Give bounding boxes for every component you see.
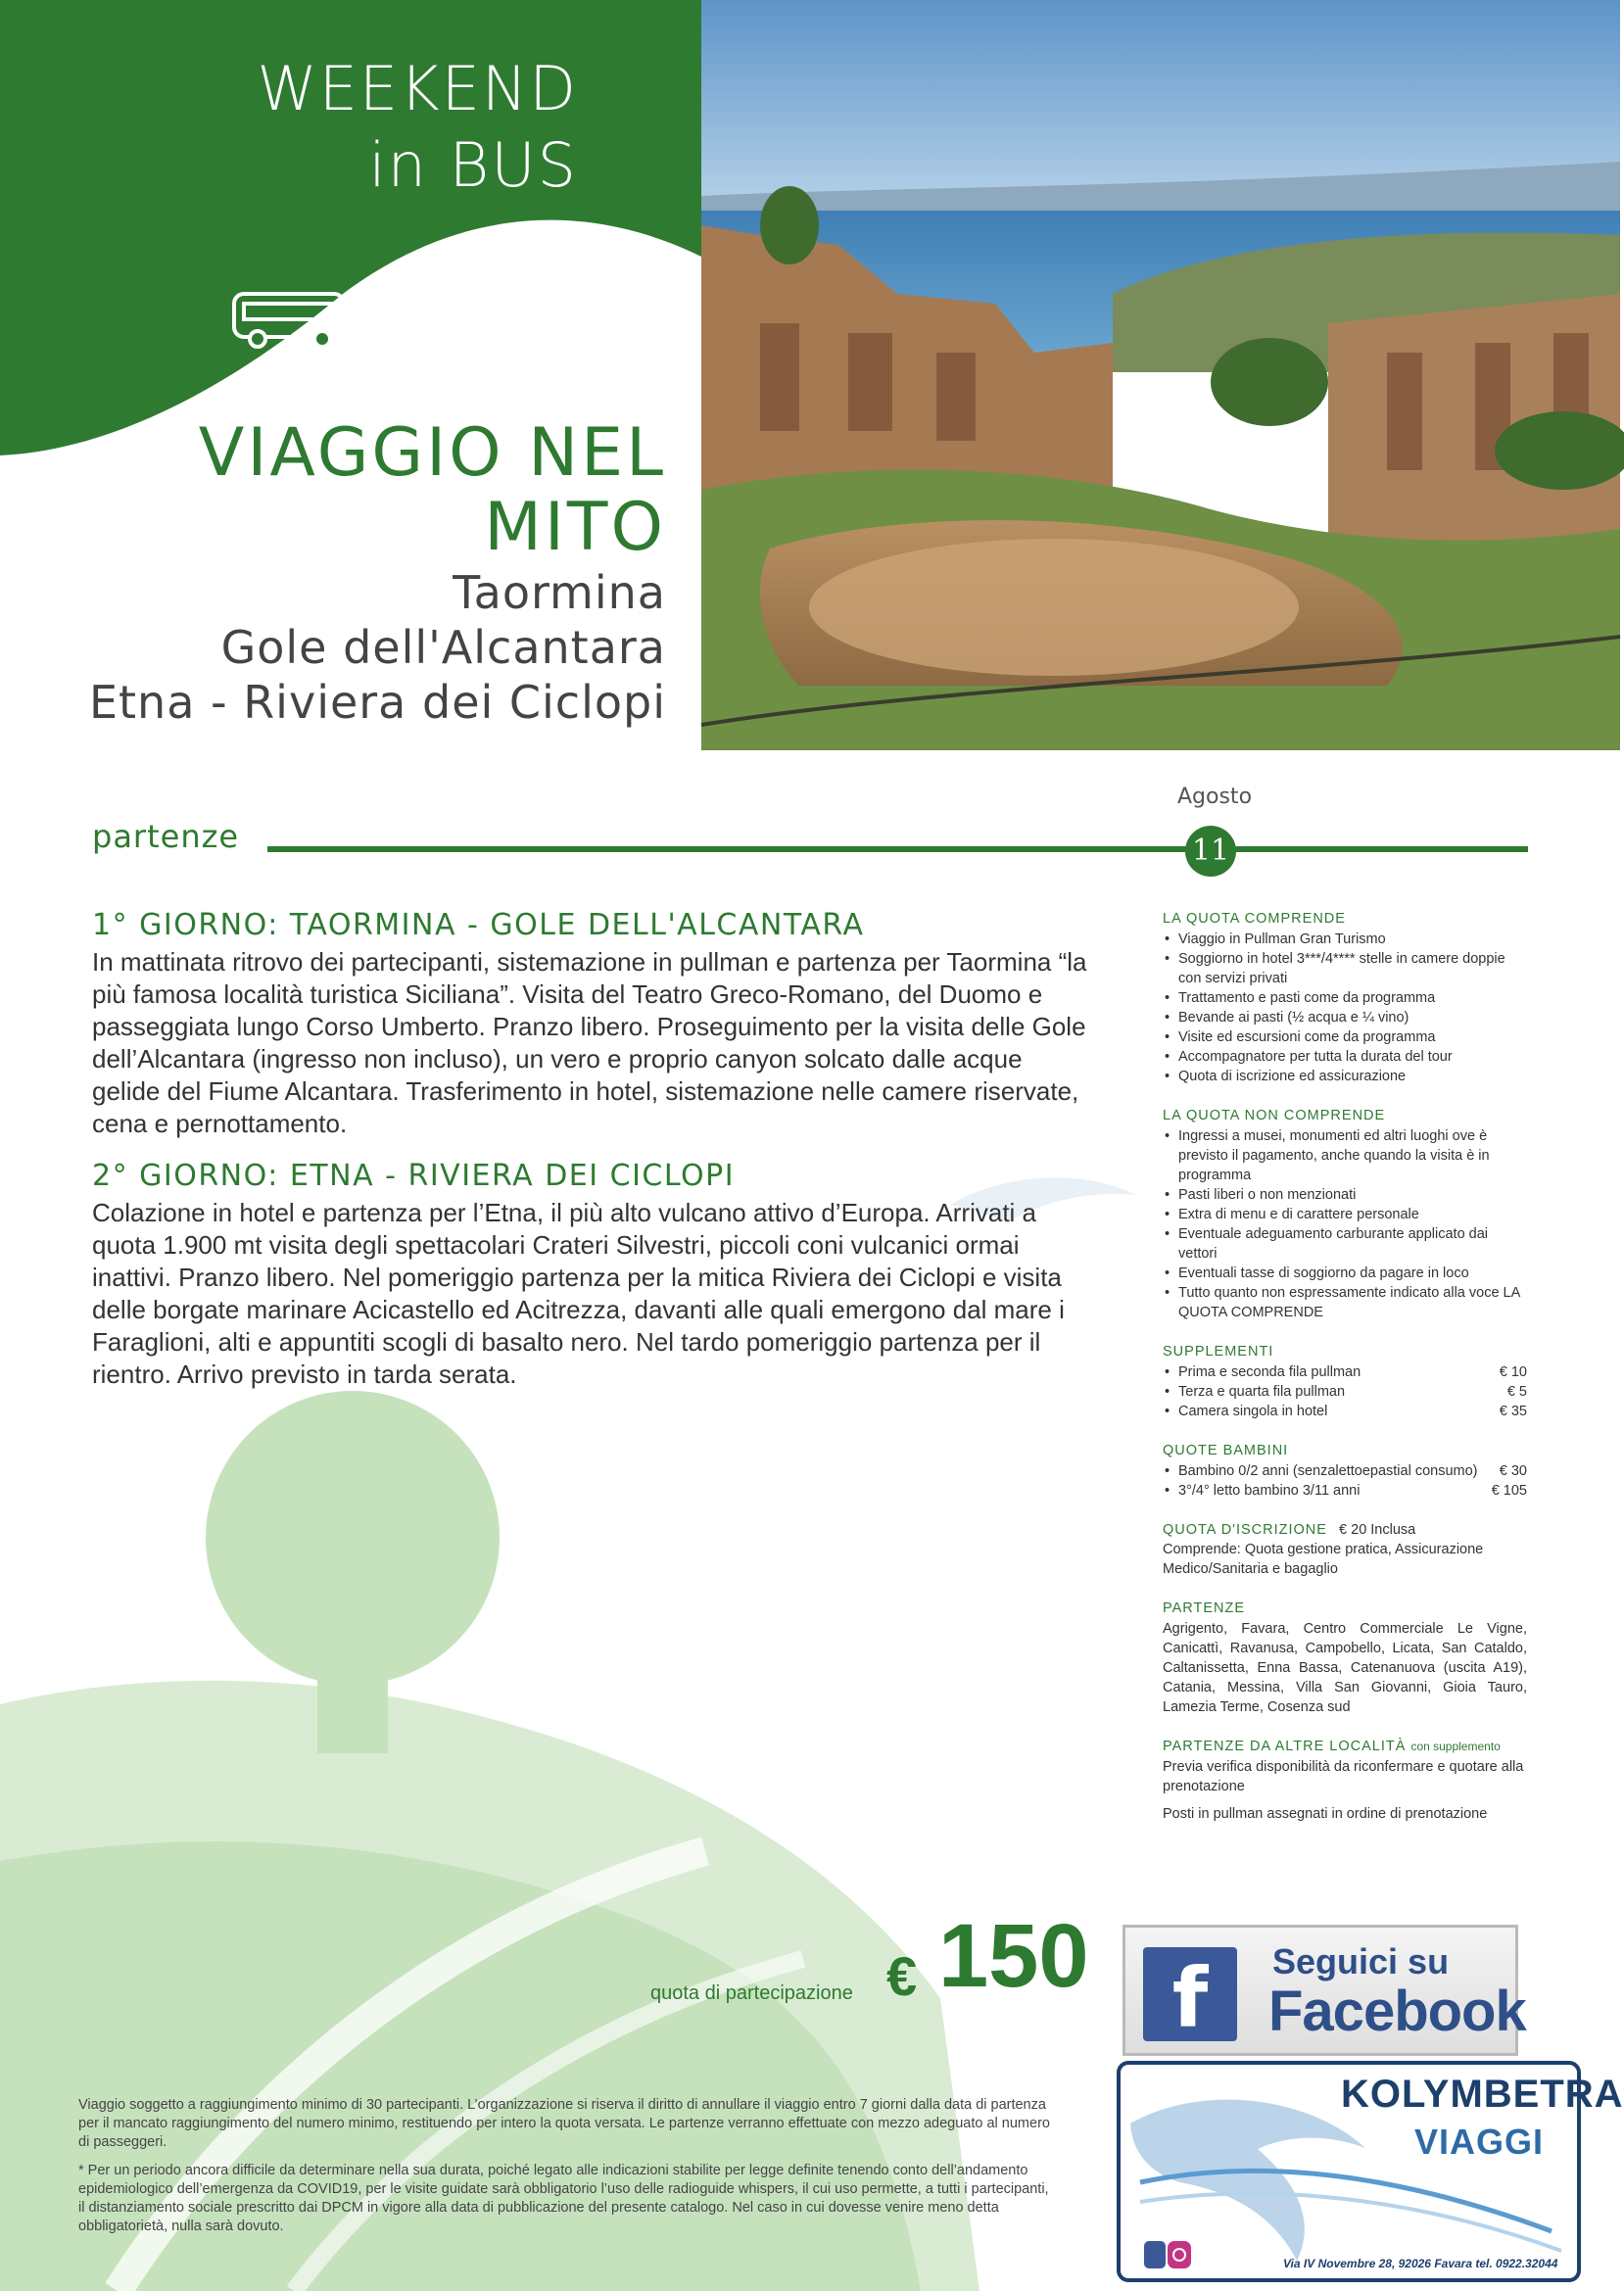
list-item: • Visite ed escursioni come da programma <box>1163 1027 1527 1047</box>
facebook-line1: Seguici su <box>1272 1941 1450 1981</box>
comprende-list <box>1163 930 1527 1086</box>
bambini-list <box>1163 1461 1527 1501</box>
note-minimum: Viaggio soggetto a raggiungimento minimo di 30 partecipanti. L’organizzazione si riserva il diritto di annullare il viaggio entro 7 giorni dalla data di partenza per il mancato raggiungimento del numero minimo, restituendo per intero la quota versata. Le partenze verranno effettuate con mezzo adeguato al numero di passeggeri. <box>78 2097 1050 2150</box>
list-item: • Quota di iscrizione ed assicurazione <box>1163 1067 1527 1086</box>
list-item <box>1163 1461 1527 1481</box>
list-item <box>1163 1362 1527 1382</box>
ship-icon <box>373 298 477 345</box>
instagram-icon <box>1168 2241 1191 2268</box>
partenze-title: PARTENZE <box>1163 1600 1246 1616</box>
list-item: • Accompagnatore per tutta la durata del tour <box>1163 1047 1527 1067</box>
note-covid: * Per un periodo ancora difficile da determinare nella sua durata, poiché legato alle indicazioni stabilite per legge definite tenendo conto dell’andamento epidemiologico dell’emergenza da COVID19, per le visite guidate sarà obbligatorio l’uso delle radioguide whispers, il cui uso permette, a tutti i partecipanti, il distanziamento sociale prescritto dai DPCM in vigore alla data di pubblicazione del presente catalogo. Nel caso in cui dovesse venire meno detta obbligatorietà, nulla sarà dovuto. <box>78 2163 1049 2234</box>
iscrizione-section <box>1163 1520 1527 1579</box>
supplemento-price: € 10 <box>1499 1364 1527 1380</box>
altre-text: Previa verifica disponibilità da riconfermare e quotare alla prenotazione <box>1163 1759 1524 1794</box>
agency-name: KOLYMBETRA <box>1341 2073 1624 2116</box>
transport-icons <box>230 286 487 353</box>
non-comprende-list <box>1163 1126 1527 1322</box>
header-line2: in BUS <box>368 129 578 201</box>
list-item: • Viaggio in Pullman Gran Turismo <box>1163 930 1527 949</box>
bambini-label: • 3°/4° letto bambino 3/11 anni <box>1178 1483 1361 1499</box>
bambini-price: € 30 <box>1499 1463 1527 1479</box>
list-item: • Extra di menu e di carattere personale <box>1163 1205 1527 1224</box>
footer-notes <box>78 2096 1058 2246</box>
departure-date-badge: 11 <box>1185 826 1236 877</box>
supplementi-list <box>1163 1362 1527 1421</box>
title-line1: VIAGGIO NEL <box>198 414 666 492</box>
itinerary <box>92 907 1091 1408</box>
altre-title <box>1163 1737 1527 1756</box>
supplementi-title: SUPPLEMENTI <box>1163 1344 1274 1360</box>
list-item: • Ingressi a musei, monumenti ed altri luoghi ove è previsto il pagamento, anche quando la visita è in programma <box>1163 1126 1527 1185</box>
partenze-section <box>1163 1599 1527 1717</box>
facebook-line2: Facebook <box>1268 1980 1526 2043</box>
list-item: • Trattamento e pasti come da programma <box>1163 988 1527 1008</box>
subtitle-taormina: Taormina <box>453 566 666 619</box>
social-icons <box>1142 2237 1193 2272</box>
price-currency: € <box>886 1945 918 2007</box>
hero-image-taormina <box>701 0 1620 750</box>
list-item <box>1163 1382 1527 1402</box>
supplemento-label: • Prima e seconda fila pullman <box>1178 1364 1361 1380</box>
iscrizione-text: Comprende: Quota gestione pratica, Assicurazione Medico/Sanitaria e bagaglio <box>1163 1542 1484 1577</box>
agency-address: Via IV Novembre 28, 92026 Favara tel. 0922.32044 <box>1283 2257 1558 2270</box>
bambini-price: € 105 <box>1491 1483 1527 1499</box>
comprende-title: LA QUOTA COMPRENDE <box>1163 911 1346 927</box>
supplemento-price: € 35 <box>1499 1404 1527 1419</box>
non-comprende-title: LA QUOTA NON COMPRENDE <box>1163 1108 1386 1123</box>
list-item: • Pasti liberi o non menzionati <box>1163 1185 1527 1205</box>
list-item: • Soggiorno in hotel 3***/4**** stelle in camere doppie con servizi privati <box>1163 949 1527 988</box>
subtitle-alcantara: Gole dell'Alcantara <box>220 621 666 674</box>
agency-logo-box <box>1117 2061 1624 2282</box>
facebook-small-icon <box>1144 2241 1166 2268</box>
list-item <box>1163 1481 1527 1501</box>
iscrizione-value: € 20 Inclusa <box>1339 1522 1416 1538</box>
facebook-banner[interactable] <box>1122 1925 1526 2056</box>
bambini-label: • Bambino 0/2 anni (senzalettoepastial consumo) <box>1178 1463 1478 1479</box>
price-value: 150 <box>938 1906 1089 2006</box>
altre-localita-section <box>1163 1737 1527 1824</box>
title-block <box>89 416 666 730</box>
list-item: • Eventuale adeguamento carburante applicato dai vettori <box>1163 1224 1527 1264</box>
supplemento-label: • Terza e quarta fila pullman <box>1178 1384 1346 1400</box>
subtitle-etna: Etna - Riviera dei Ciclopi <box>88 676 666 729</box>
header-title <box>257 51 578 204</box>
list-item: • Eventuali tasse di soggiorno da pagare in loco <box>1163 1264 1527 1283</box>
price-label: quota di partecipazione <box>650 1982 853 2004</box>
supplemento-price: € 5 <box>1506 1384 1527 1400</box>
altre-note: con supplemento <box>1410 1740 1501 1753</box>
iscrizione-title: QUOTA D'ISCRIZIONE <box>1163 1522 1327 1538</box>
day2-text: Colazione in hotel e partenza per l’Etna, il più alto vulcano attivo d’Europa. Arrivati a quota 1.900 mt visita degli spettacolari Crateri Silvestri, piccoli coni vulcanici ormai inattivi. Pranzo libero. Nel pomeriggio partenza per la mitica Riviera dei Ciclopi e visita delle borgate marinare Acicastello ed Acitrezza, davanti alle quali emergono dal mare i Faraglioni, alti e appuntiti scogli di basalto nero. Nel tardo pomeriggio partenza per il rientro. Arrivo previsto in tarda serata. <box>92 1198 1065 1389</box>
partenze-divider <box>267 846 1528 852</box>
header-line1: WEEKEND <box>257 53 578 124</box>
supplemento-label: • Camera singola in hotel <box>1178 1404 1328 1419</box>
info-column <box>1163 909 1527 1843</box>
bus-icon <box>234 294 344 347</box>
departure-month: Agosto <box>1177 785 1253 809</box>
posti-text: Posti in pullman assegnati in ordine di prenotazione <box>1163 1806 1488 1822</box>
partenze-cities: Agrigento, Favara, Centro Commerciale Le Vigne, Canicattì, Ravanusa, Campobello, Licata, San Cataldo, Caltanissetta, Enna Bassa, Catenanuova (uscita A19), Catania, Messina, Villa San Giovanni, Gioia Tauro, Lamezia Terme, Cosenza sud <box>1163 1621 1527 1715</box>
title-line2: MITO <box>484 489 666 566</box>
day1-text: In mattinata ritrovo dei partecipanti, sistemazione in pullman e partenza per Taormina “la più famosa località turistica Siciliana”. Visita del Teatro Greco-Romano, del Duomo e passeggiata lungo Corso Umberto. Pranzo libero. Proseguimento per la visita delle Gole dell’Alcantara (ingresso non incluso), un vero e proprio canyon solcato dalle acque gelide del Fiume Alcantara. Trasferimento in hotel, sistemazione nelle camere riservate, cena e pernottamento. <box>92 947 1087 1138</box>
bambini-title: QUOTE BAMBINI <box>1163 1443 1289 1458</box>
list-item: • Bevande ai pasti (½ acqua e ¼ vino) <box>1163 1008 1527 1027</box>
facebook-icon: f <box>1143 1947 1237 2041</box>
partenze-label: partenze <box>92 818 240 855</box>
day1-title: 1° GIORNO: TAORMINA - GOLE DELL'ALCANTARA <box>92 908 865 942</box>
list-item: • Tutto quanto non espressamente indicato alla voce LA QUOTA COMPRENDE <box>1163 1283 1527 1322</box>
day2-title: 2° GIORNO: ETNA - RIVIERA DEI CICLOPI <box>92 1159 736 1193</box>
altre-title-text: PARTENZE DA ALTRE LOCALITÀ <box>1163 1739 1407 1754</box>
list-item <box>1163 1402 1527 1421</box>
agency-sub: VIAGGI <box>1414 2122 1545 2162</box>
